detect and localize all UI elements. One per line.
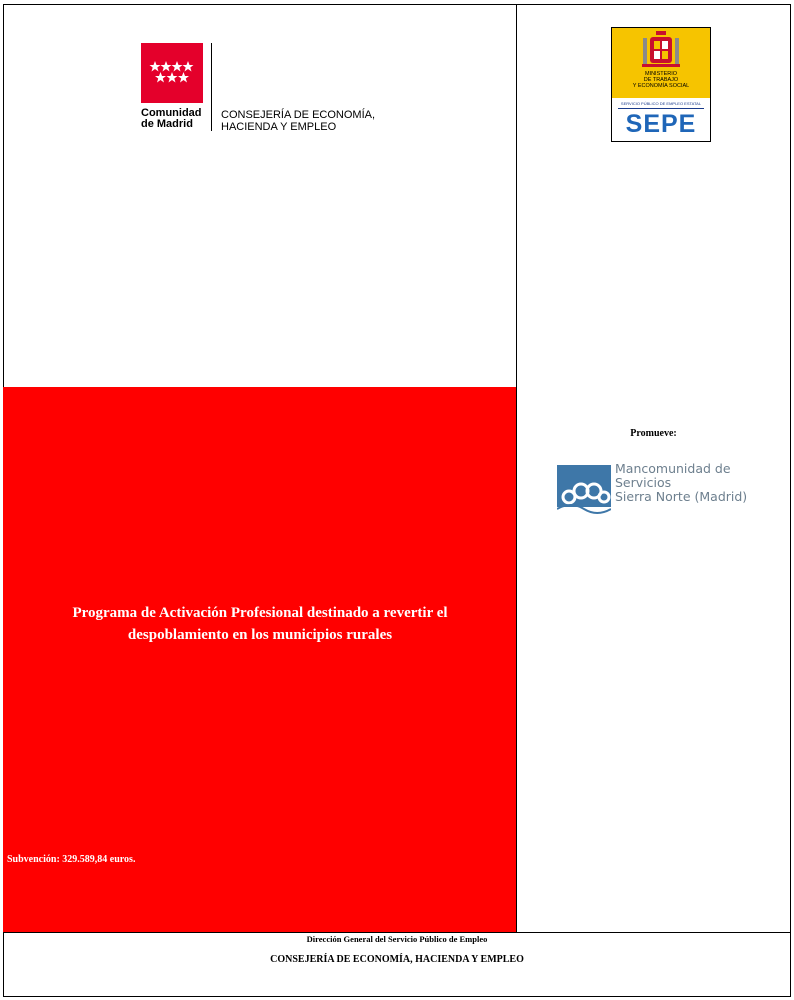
ministerio-line1: MINISTERIO — [644, 71, 678, 77]
footer-consejeria-label: CONSEJERÍA DE ECONOMÍA, HACIENDA Y EMPLEO — [270, 954, 524, 965]
footer — [3, 932, 791, 997]
madrid-flag-icon — [141, 43, 203, 103]
consejeria-line2: HACIENDA Y EMPLEO — [221, 121, 337, 133]
mancomunidad-mountains-icon — [557, 465, 611, 515]
program-title-line2: despoblamiento en los municipios rurales — [127, 627, 393, 643]
title-panel — [3, 387, 517, 933]
madrid-stars-icon — [141, 43, 203, 103]
header-logo-area — [3, 4, 517, 388]
ministerio-line3: Y ECONOMÍA SOCIAL — [632, 83, 690, 89]
ministerio-label — [612, 71, 710, 89]
mancomunidad-line2: Servicios — [615, 475, 672, 490]
mancomunidad-name — [615, 462, 794, 504]
sepe-logo — [611, 27, 711, 142]
logo-separator — [211, 43, 212, 131]
promueve-label: Promueve: — [630, 428, 677, 439]
ministerio-line2: DE TRABAJO — [643, 77, 679, 83]
cm-name-line1: Comunidad — [141, 107, 202, 119]
ministerio-band — [612, 28, 710, 98]
subvencion-amount: Subvención: 329.589,84 euros. — [7, 854, 136, 865]
direccion-general-label: Dirección General del Servicio Público de Empleo — [306, 934, 488, 944]
sepe-divider — [618, 108, 704, 109]
program-title-line1: Programa de Activación Profesional destinado a revertir el — [72, 605, 448, 621]
cm-name-line2: de Madrid — [141, 118, 193, 130]
mancomunidad-line3: Sierra Norte (Madrid) — [615, 489, 748, 504]
mancomunidad-line1: Mancomunidad de — [615, 461, 731, 476]
program-title — [33, 602, 487, 646]
servicio-publico-label: SERVICIO PÚBLICO DE EMPLEO ESTATAL — [620, 101, 702, 106]
right-column — [516, 4, 791, 933]
sepe-acronym: SEPE — [625, 110, 697, 138]
comunidad-madrid-name — [141, 108, 205, 130]
consejeria-line1: CONSEJERÍA DE ECONOMÍA, — [221, 109, 376, 121]
consejeria-label — [221, 109, 421, 133]
coat-of-arms-icon — [612, 28, 710, 72]
